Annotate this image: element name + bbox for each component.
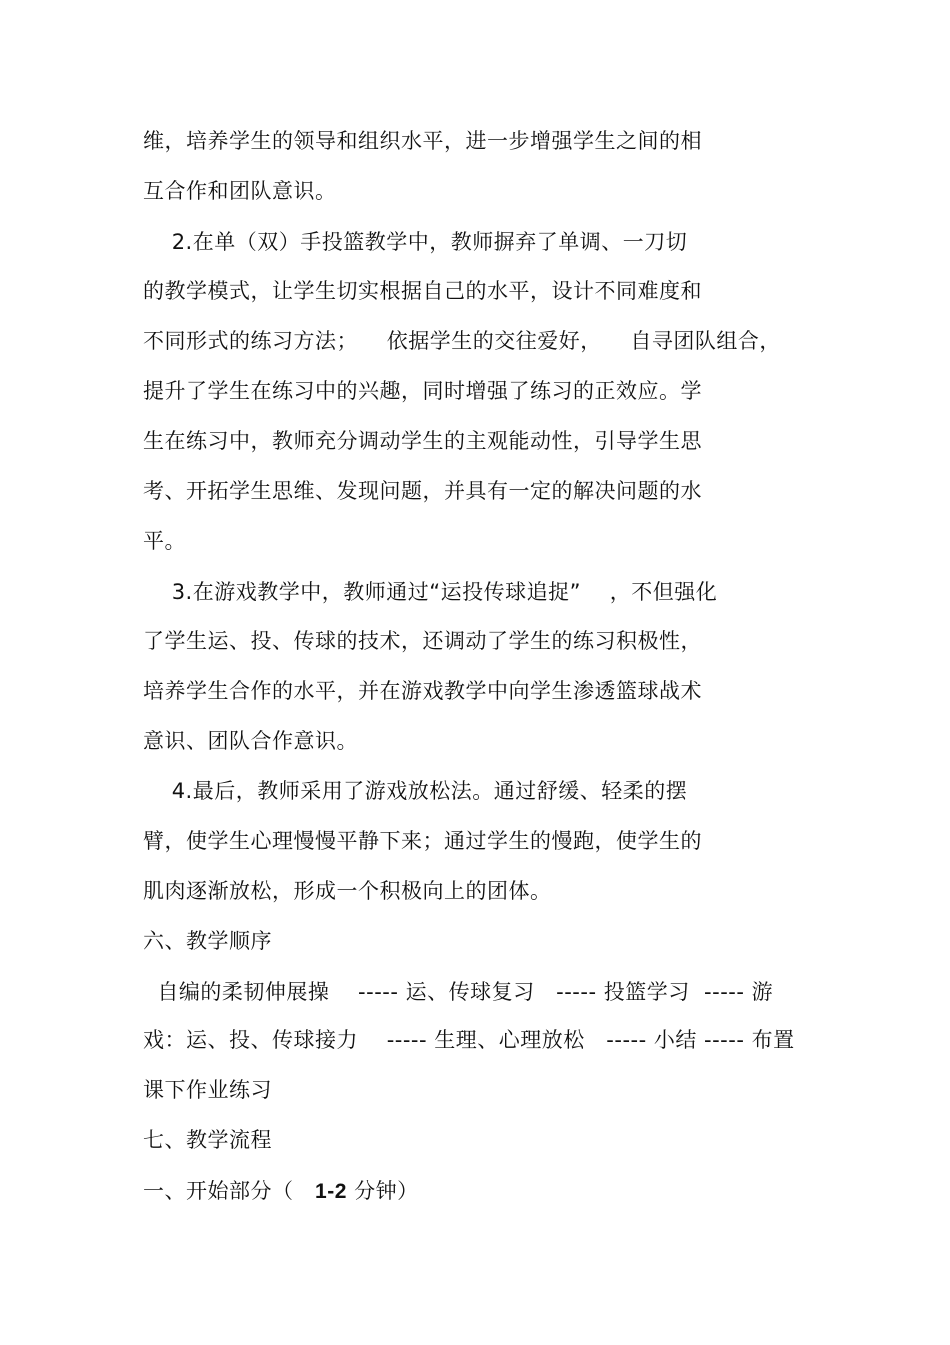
text-line: 自编的柔韧伸展操 ----- 运、传球复习 ----- 投篮学习 ----- 游 (143, 980, 774, 1004)
text-line: 培养学生合作的水平，并在游戏教学中向学生渗透篮球战术 (143, 679, 702, 703)
section-heading: 六、教学顺序 (143, 929, 272, 953)
subsection-suffix: 分钟） (346, 1179, 419, 1203)
text-line: 戏：运、投、传球接力 ----- 生理、心理放松 ----- 小结 ----- 布置 (143, 1028, 795, 1052)
duration-value: 1-2 (315, 1180, 347, 1203)
text-line: 3.在游戏教学中，教师通过“运投传球追捉” ，不但强化 (143, 580, 718, 604)
text-line: 臂，使学生心理慢慢平静下来；通过学生的慢跑，使学生的 (143, 829, 702, 853)
text-line: 课下作业练习 (143, 1078, 272, 1102)
text-line: 2.在单（双）手投篮教学中，教师摒弃了单调、一刀切 (143, 230, 688, 254)
text-line: 平。 (143, 529, 186, 553)
text-line: 考、开拓学生思维、发现问题，并具有一定的解决问题的水 (143, 479, 702, 503)
section-heading: 七、教学流程 (143, 1128, 272, 1152)
text-line: 4.最后，教师采用了游戏放松法。通过舒缓、轻柔的摆 (143, 779, 688, 803)
text-line: 维，培养学生的领导和组织水平，进一步增强学生之间的相 (143, 129, 702, 153)
subsection-prefix: 一、开始部分（ (143, 1179, 316, 1203)
text-line: 提升了学生在练习中的兴趣，同时增强了练习的正效应。学 (143, 379, 702, 403)
text-line: 意识、团队合作意识。 (143, 729, 358, 753)
text-line: 生在练习中，教师充分调动学生的主观能动性，引导学生思 (143, 429, 702, 453)
subsection-heading (143, 1177, 419, 1206)
text-line: 肌肉逐渐放松，形成一个积极向上的团体。 (143, 879, 552, 903)
text-line: 的教学模式，让学生切实根据自己的水平，设计不同难度和 (143, 279, 702, 303)
text-line: 了学生运、投、传球的技术，还调动了学生的练习积极性， (143, 629, 702, 653)
text-line: 互合作和团队意识。 (143, 179, 337, 203)
text-line: 不同形式的练习方法； 依据学生的交往爱好， 自寻团队组合， (143, 329, 781, 353)
